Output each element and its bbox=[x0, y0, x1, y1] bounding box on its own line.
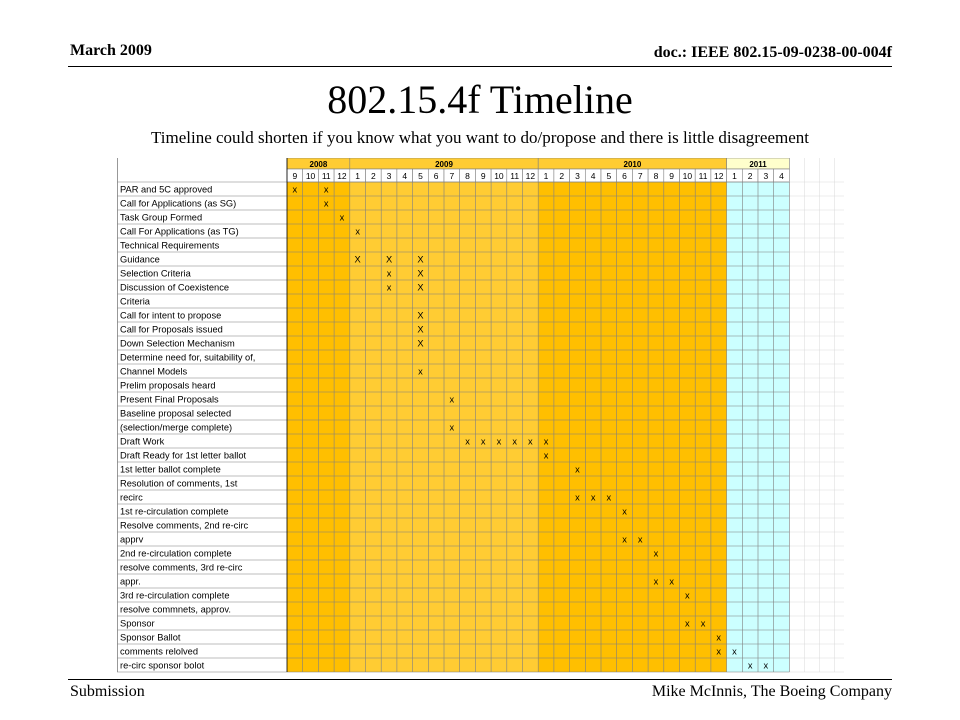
month-header-label: 12 bbox=[525, 171, 536, 181]
month-header-label: 4 bbox=[779, 171, 784, 181]
month-header-label: 3 bbox=[575, 171, 580, 181]
schedule-mark: x bbox=[763, 660, 769, 671]
task-label: Criteria bbox=[120, 296, 150, 307]
month-header-label: 1 bbox=[543, 171, 549, 181]
month-column-bg bbox=[601, 182, 617, 672]
month-header-label: 12 bbox=[714, 171, 724, 181]
schedule-mark: x bbox=[465, 436, 470, 447]
month-column-bg bbox=[491, 182, 507, 672]
schedule-mark: x bbox=[355, 226, 360, 237]
month-header-label: 7 bbox=[449, 171, 455, 181]
month-column-bg bbox=[554, 182, 570, 672]
month-header-label: 8 bbox=[653, 171, 659, 181]
month-column-bg bbox=[664, 182, 680, 672]
task-label: Channel Models bbox=[120, 366, 188, 377]
schedule-mark: x bbox=[339, 212, 345, 223]
schedule-mark: X bbox=[417, 310, 424, 321]
task-label: comments relolved bbox=[120, 646, 199, 657]
task-label: 2nd re-circulation complete bbox=[120, 548, 232, 559]
task-label: Present Final Proposals bbox=[120, 394, 219, 405]
schedule-mark: x bbox=[716, 632, 722, 643]
month-header-label: 10 bbox=[682, 171, 693, 181]
month-header-label: 11 bbox=[510, 171, 520, 181]
month-header-label: 5 bbox=[606, 171, 612, 181]
task-label: Guidance bbox=[120, 254, 160, 265]
schedule-mark: X bbox=[417, 254, 424, 265]
month-column-bg bbox=[711, 182, 727, 672]
month-header-label: 4 bbox=[402, 171, 408, 181]
task-label: Selection Criteria bbox=[120, 268, 191, 279]
footer-author: Mike McInnis, The Boeing Company bbox=[651, 683, 892, 700]
schedule-mark: x bbox=[512, 436, 517, 447]
month-column-bg bbox=[334, 182, 350, 672]
schedule-mark: x bbox=[622, 534, 627, 545]
schedule-mark: x bbox=[449, 394, 455, 405]
month-column-bg bbox=[318, 182, 334, 672]
timeline-table bbox=[117, 158, 844, 682]
month-header-label: 5 bbox=[418, 171, 423, 181]
task-label: Call For Applications (as TG) bbox=[120, 226, 239, 237]
month-column-bg bbox=[570, 182, 586, 672]
task-label: resolve comments, 3rd re-circ bbox=[120, 562, 243, 573]
task-label: 3rd re-circulation complete bbox=[120, 590, 230, 601]
schedule-mark: X bbox=[417, 324, 424, 335]
month-column-bg bbox=[617, 182, 633, 672]
task-label: Call for intent to propose bbox=[120, 310, 222, 321]
schedule-mark: X bbox=[417, 268, 424, 279]
footer-rule bbox=[68, 679, 892, 680]
schedule-mark: x bbox=[700, 618, 706, 629]
task-label: Determine need for, suitability of, bbox=[120, 352, 256, 363]
month-column-bg bbox=[287, 182, 303, 672]
schedule-mark: x bbox=[669, 576, 674, 587]
task-label: (selection/merge complete) bbox=[120, 422, 233, 433]
month-column-bg bbox=[695, 182, 711, 672]
schedule-mark: x bbox=[323, 198, 329, 209]
month-header-label: 10 bbox=[305, 171, 316, 181]
year-header-label: 2008 bbox=[309, 160, 328, 169]
month-column-bg bbox=[523, 182, 539, 672]
schedule-mark: x bbox=[653, 548, 659, 559]
schedule-mark: x bbox=[449, 422, 455, 433]
task-label: re-circ sponsor bolot bbox=[120, 660, 205, 671]
month-header-label: 9 bbox=[480, 171, 486, 181]
month-column-bg bbox=[460, 182, 476, 672]
month-header-label: 6 bbox=[433, 171, 439, 181]
header-date: March 2009 bbox=[70, 42, 152, 59]
schedule-mark: x bbox=[622, 506, 627, 517]
schedule-mark: x bbox=[590, 492, 596, 503]
month-header-label: 2 bbox=[747, 171, 753, 181]
footer-submission: Submission bbox=[70, 683, 145, 700]
schedule-mark: X bbox=[354, 254, 361, 265]
task-label: Discussion of Coexistence bbox=[120, 282, 230, 293]
schedule-mark: x bbox=[528, 436, 533, 447]
schedule-mark: x bbox=[386, 268, 392, 279]
schedule-mark: x bbox=[418, 366, 423, 377]
month-column-bg bbox=[727, 182, 743, 672]
task-label: Task Group Formed bbox=[120, 212, 203, 223]
month-column-bg bbox=[428, 182, 444, 672]
month-header-label: 8 bbox=[465, 171, 470, 181]
schedule-mark: x bbox=[685, 618, 690, 629]
task-label: Down Selection Mechanism bbox=[120, 338, 235, 349]
month-header-label: 2 bbox=[370, 171, 376, 181]
month-column-bg bbox=[475, 182, 491, 672]
month-header-label: 4 bbox=[590, 171, 596, 181]
header-rule bbox=[68, 66, 892, 67]
year-header-label: 2010 bbox=[623, 160, 642, 169]
month-header-label: 6 bbox=[622, 171, 627, 181]
month-header-label: 1 bbox=[732, 171, 737, 181]
month-header-label: 9 bbox=[292, 171, 298, 181]
task-label: apprv bbox=[120, 534, 144, 545]
schedule-mark: x bbox=[386, 282, 392, 293]
schedule-mark: x bbox=[543, 450, 549, 461]
month-header-label: 10 bbox=[494, 171, 504, 181]
task-label: resolve commnets, approv. bbox=[120, 604, 231, 615]
slide-title: 802.15.4f Timeline bbox=[327, 77, 633, 122]
task-label: Call for Proposals issued bbox=[120, 324, 223, 335]
month-column-bg bbox=[303, 182, 319, 672]
task-label: Call for Applications (as SG) bbox=[120, 198, 237, 209]
month-column-bg bbox=[538, 182, 554, 672]
schedule-mark: x bbox=[480, 436, 486, 447]
year-header-label: 2009 bbox=[435, 160, 453, 169]
header-doc-id: doc.: IEEE 802.15-09-0238-00-004f bbox=[653, 44, 892, 61]
schedule-mark: x bbox=[685, 590, 690, 601]
task-label: recirc bbox=[120, 492, 143, 503]
schedule-mark: x bbox=[716, 646, 722, 657]
year-header-label: 2011 bbox=[749, 160, 767, 169]
month-header-label: 11 bbox=[321, 171, 331, 181]
schedule-mark: x bbox=[575, 464, 580, 475]
month-column-bg bbox=[397, 182, 413, 672]
schedule-mark: x bbox=[543, 436, 549, 447]
schedule-mark: x bbox=[323, 184, 329, 195]
month-column-bg bbox=[742, 182, 758, 672]
schedule-mark: X bbox=[417, 338, 424, 349]
task-label: PAR and 5C approved bbox=[120, 184, 213, 195]
month-header-label: 1 bbox=[355, 171, 361, 181]
month-column-bg bbox=[632, 182, 648, 672]
month-header-label: 7 bbox=[637, 171, 643, 181]
month-column-bg bbox=[366, 182, 382, 672]
task-label: Draft Ready for 1st letter ballot bbox=[120, 450, 247, 461]
schedule-mark: x bbox=[606, 492, 612, 503]
schedule-mark: x bbox=[637, 534, 643, 545]
month-header-label: 3 bbox=[763, 171, 769, 181]
task-label: Draft Work bbox=[120, 436, 165, 447]
month-header-label: 11 bbox=[698, 171, 708, 181]
month-header-label: 9 bbox=[669, 171, 675, 181]
month-header-label: 3 bbox=[386, 171, 392, 181]
schedule-mark: x bbox=[653, 576, 659, 587]
task-label: Baseline proposal selected bbox=[120, 408, 232, 419]
task-label: Technical Requirements bbox=[120, 240, 220, 251]
task-label: Sponsor bbox=[120, 618, 155, 629]
month-column-bg bbox=[507, 182, 523, 672]
task-label: Sponsor Ballot bbox=[120, 632, 181, 643]
month-header-label: 12 bbox=[337, 171, 347, 181]
month-header-label: 2 bbox=[559, 171, 565, 181]
schedule-mark: x bbox=[575, 492, 580, 503]
task-label: 1st letter ballot complete bbox=[120, 464, 221, 475]
timeline-grid bbox=[117, 158, 844, 682]
slide-subtitle: Timeline could shorten if you know what you want to do/propose and there is little disagreement bbox=[150, 128, 809, 147]
schedule-mark: x bbox=[747, 660, 753, 671]
month-column-bg bbox=[774, 182, 790, 672]
task-label: 1st re-circulation complete bbox=[120, 506, 229, 517]
task-label: Resolve comments, 2nd re-circ bbox=[120, 520, 249, 531]
task-label: appr. bbox=[120, 576, 141, 587]
schedule-mark: X bbox=[385, 254, 393, 265]
month-column-bg bbox=[758, 182, 774, 672]
schedule-mark: X bbox=[417, 282, 424, 293]
schedule-mark: x bbox=[292, 184, 298, 195]
month-column-bg bbox=[648, 182, 664, 672]
schedule-mark: x bbox=[496, 436, 502, 447]
schedule-mark: x bbox=[732, 646, 737, 657]
month-column-bg bbox=[585, 182, 601, 672]
task-label: Prelim proposals heard bbox=[120, 380, 216, 391]
task-label: Resolution of comments, 1st bbox=[120, 478, 238, 489]
